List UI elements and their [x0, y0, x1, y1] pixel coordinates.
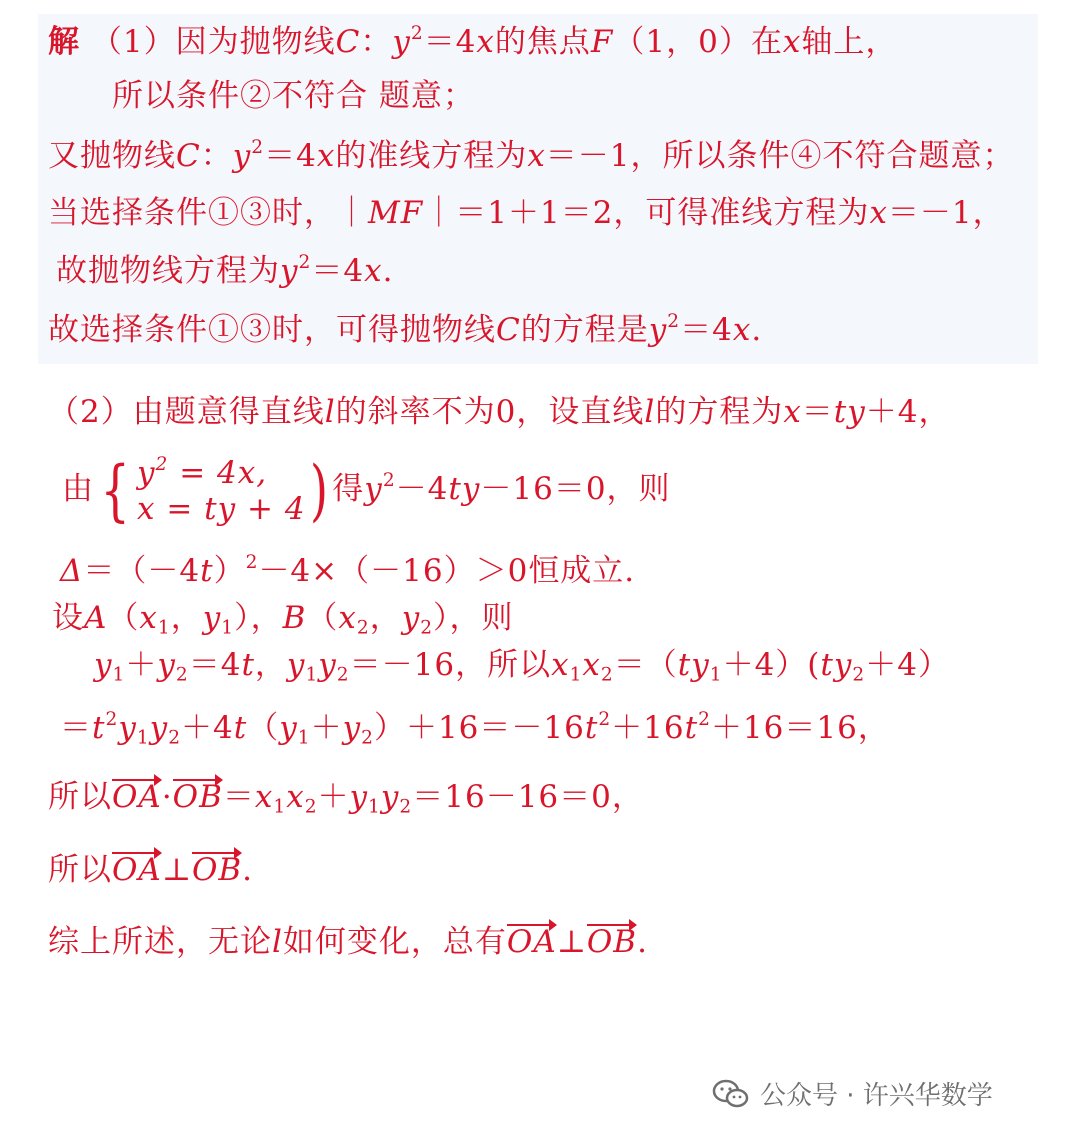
part1-line-5: 故抛物线方程为$y^2=4x$.: [56, 251, 394, 289]
watermark-text: 公众号 · 许兴华数学: [760, 1081, 993, 1111]
solution-label: 解: [48, 24, 80, 60]
part2-line-8: 所以OA⊥OB.: [48, 852, 254, 888]
part2-line-4: 设$A(x_1$，$y_1$），$B(x_2$，$y_2$），则: [52, 600, 514, 639]
part2-line-6: $=t^2y_1y_2+4t(y_1+y_2)+16=-16t^2+16t^2+16=16$，: [60, 708, 890, 749]
vector-oa: OA: [112, 852, 162, 888]
watermark: [712, 1075, 993, 1112]
part2-line-1: （2）由题意得直线l的斜率不为0，设直线l的方程为x＝ty＋4，: [48, 394, 951, 430]
part2-line-7: 所以$OA\cdot OB=x_1x_2+y_1y_2=16-16=0$，: [48, 779, 644, 818]
part2-line-3: $\Delta=(-4t)^2-4\times(-16)>0$恒成立.: [60, 551, 636, 589]
part1-line-1: 解 （1）因为抛物线C：$y^2=4x$的焦点F（1，0）在x轴上，: [48, 22, 898, 60]
vector-oa: OA: [506, 924, 557, 960]
equation-system: { $y^2 = 4x$, x = ty + 4 ): [100, 451, 329, 529]
part1-line-2: 所以条件②不符合 题意；: [112, 78, 475, 114]
part1-line-4: 当选择条件①③时，｜MF｜＝1＋1＝2，可得准线方程为x＝－1，: [48, 195, 1005, 231]
part1-line-6: 故选择条件①③时，可得抛物线C的方程是$y^2=4x$.: [48, 310, 763, 348]
part2-line-9: 综上所述，无论l如何变化，总有OA⊥OB.: [48, 924, 648, 960]
part2-line-2: 由 { $y^2 = 4x$, x = ty + 4 ) 得$y^2-4ty-16=0$，则: [62, 451, 671, 529]
part2-line-5: $y_1+y_2=4t$，$y_1y_2=-16$，所以$x_1x_2=(ty_1+4)(ty_2+4)$: [94, 647, 950, 686]
vector-ob: OB: [172, 779, 223, 815]
vector-ob: OB: [191, 852, 243, 888]
part1-line-3: 又抛物线C：$y^2=4x$的准线方程为x＝－1，所以条件④不符合题意；: [48, 136, 1015, 174]
vector-oa: OA: [112, 779, 162, 815]
vector-ob: OB: [586, 924, 638, 960]
wechat-icon: [712, 1078, 750, 1110]
